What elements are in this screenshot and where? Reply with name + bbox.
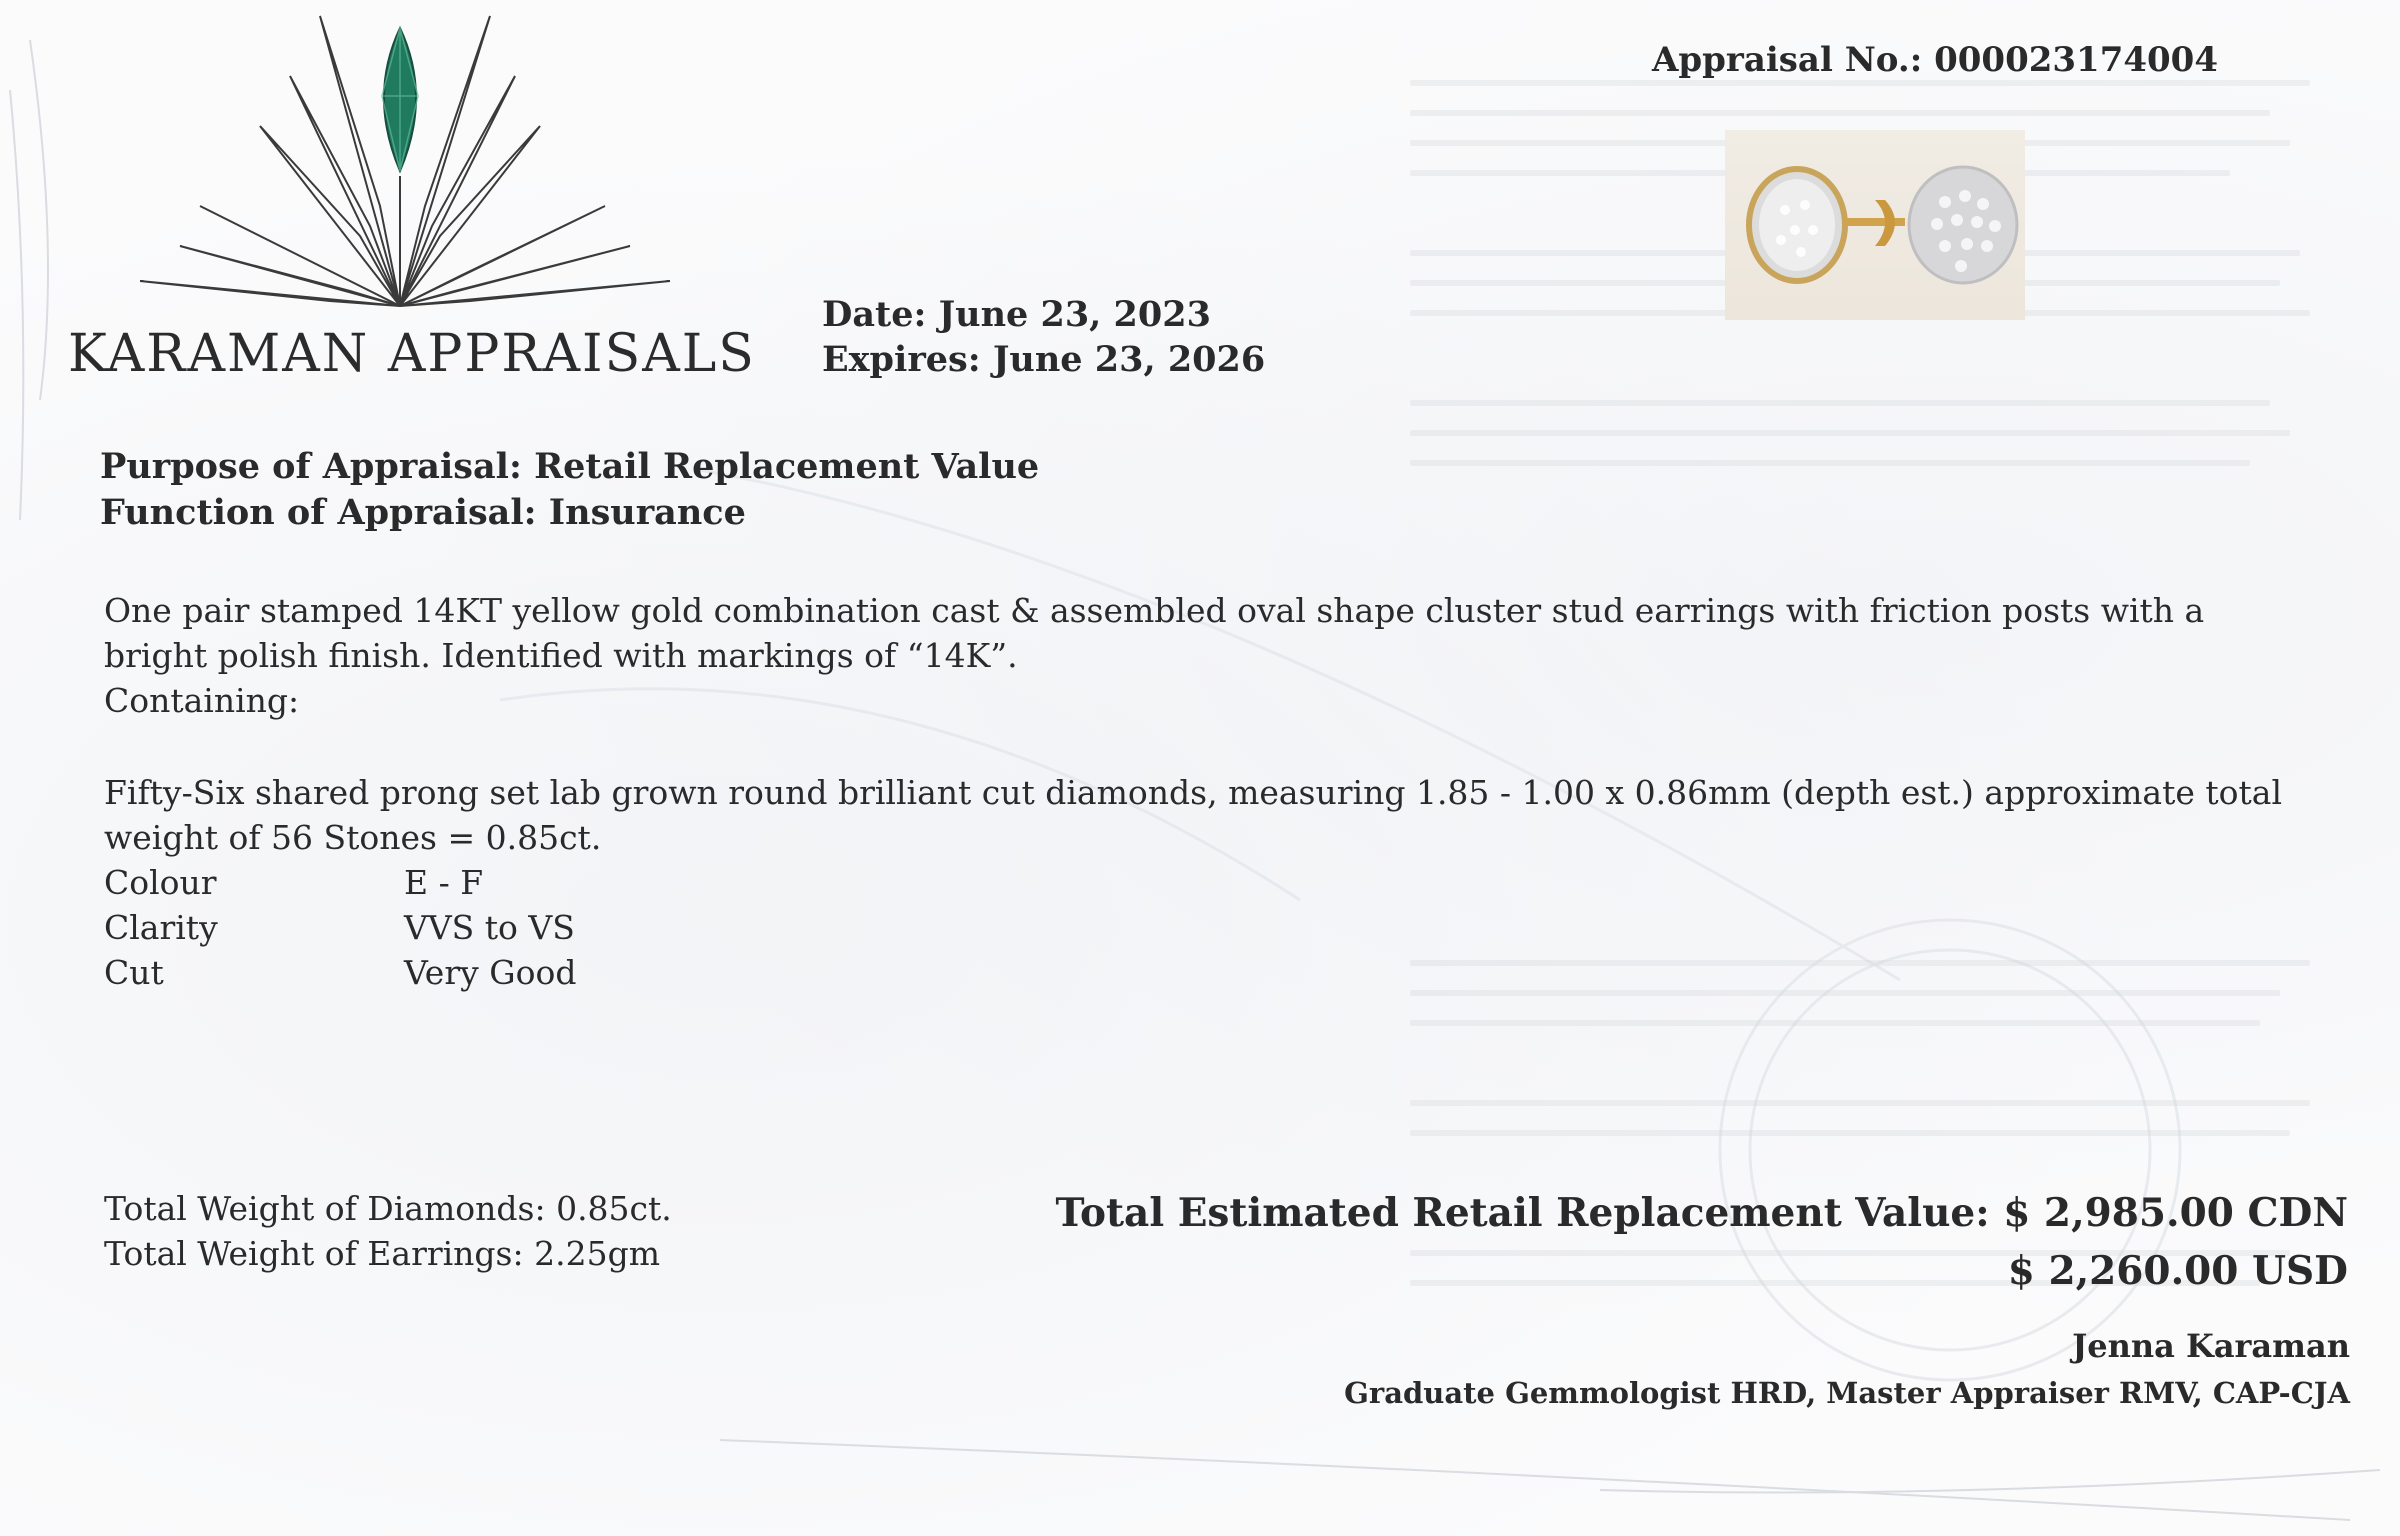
- replacement-value: [1055, 1184, 2348, 1300]
- purpose-line: Purpose of Appraisal: Retail Replacement Value: [100, 446, 1040, 487]
- appraisal-number: Appraisal No.: 000023174004: [1652, 40, 2218, 80]
- stones-paragraph: Fifty-Six shared prong set lab grown round brilliant cut diamonds, measuring 1.85 - 1.00 x 0.86mm (depth est.) approximate total weight of 56 Stones = 0.85ct.: [104, 773, 2282, 857]
- purpose-block: [100, 444, 1039, 536]
- issue-date: Date: June 23, 2023: [822, 294, 1211, 335]
- spec-label: Cut: [104, 953, 164, 992]
- expiry-date: Expires: June 23, 2026: [822, 339, 1266, 380]
- appraiser-signature: [1344, 1322, 2350, 1416]
- spec-label: Colour: [104, 863, 217, 902]
- company-name: KARAMAN APPRAISALS: [68, 324, 756, 384]
- weight-totals: [104, 1186, 672, 1276]
- spec-label: Clarity: [104, 908, 218, 947]
- spec-row-cut: [104, 950, 576, 995]
- spec-value: E - F: [404, 863, 484, 902]
- value-usd: $ 2,260.00 USD: [2007, 1248, 2348, 1294]
- date-block: [822, 292, 1265, 382]
- description-paragraph: One pair stamped 14KT yellow gold combination cast & assembled oval shape cluster stud earrings with friction posts with a bright polish finish. Identified with markings of “14K”.: [104, 591, 2205, 675]
- earrings-photo: [1725, 130, 2025, 320]
- spec-value: Very Good: [404, 953, 577, 992]
- appraiser-name: Jenna Karaman: [2072, 1327, 2350, 1365]
- function-line: Function of Appraisal: Insurance: [100, 492, 746, 533]
- spec-row-clarity: [104, 905, 576, 950]
- diamond-specs: [104, 860, 576, 995]
- gem-burst-icon: [60, 6, 700, 326]
- spec-row-colour: [104, 860, 576, 905]
- appraiser-credentials: Graduate Gemmologist HRD, Master Appraiser RMV, CAP-CJA: [1344, 1376, 2350, 1410]
- containing-label: Containing:: [104, 681, 300, 720]
- stones-description: [104, 770, 2304, 860]
- value-cdn: Total Estimated Retail Replacement Value: $ 2,985.00 CDN: [1055, 1190, 2348, 1236]
- spec-value: VVS to VS: [404, 908, 575, 947]
- total-weight-earrings: Total Weight of Earrings: 2.25gm: [104, 1234, 660, 1273]
- company-logo: [60, 6, 760, 386]
- total-weight-diamonds: Total Weight of Diamonds: 0.85ct.: [104, 1189, 672, 1228]
- item-description: [104, 588, 2304, 723]
